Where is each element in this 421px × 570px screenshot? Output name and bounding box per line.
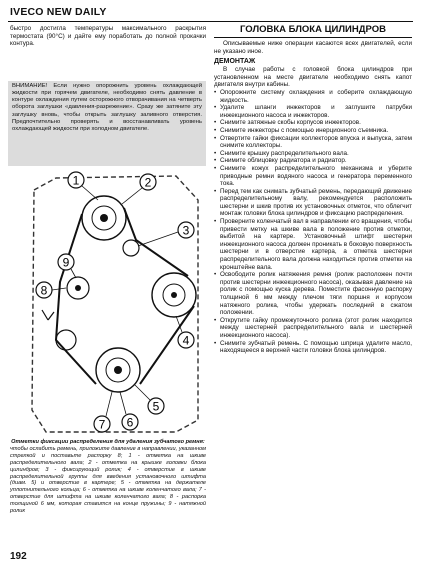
bullet-item: • Открутите гайку промежуточного ролика (этот ролик находится между шестерней распределительного вала и шестерней инжекционного насоса). xyxy=(214,317,412,340)
idler-roller xyxy=(123,240,139,256)
bullet-item: • Снимите крышку распределительного вала. xyxy=(214,150,412,158)
subsection-heading: ДЕМОНТАЖ xyxy=(214,58,256,66)
left-column xyxy=(10,25,206,48)
bullet-item: • Освободите ролик натяжения ремня (ролик расположен почти против шестерни инжекционного насоса), оказывая давление на ролик с помощью куска дерева. Поместите фасонную распорку толщиной 6 мм между плечом тяги поршня и корпусом натяжного ролика, чтобы удержать последний в сжатом положении. xyxy=(214,271,412,317)
bullet-item: • Удалите шланги инжекторов и заглушите патрубки инжекционного насоса и инжекторов. xyxy=(214,104,412,119)
warning-box: ВНИМАНИЕ! Если нужно опорожнить уровень охлаждающей жидкости при горячем двигателе, необходимо снять давление в контуре охлаждения путем осторожного отворачивания на четверть оборота заглушки «давления-разрежение». Сразу же затяните эту заглушку вновь, чтобы открыть заглушку заливного отверстия. Предпочтительно проверять и восстанавливать уровень охлаждающей жидкости при холодном двигателе. xyxy=(8,81,206,166)
timing-belt-diagram xyxy=(26,170,206,438)
label-8 xyxy=(36,282,52,298)
svg-text:7: 7 xyxy=(98,417,106,432)
label-4 xyxy=(178,332,194,348)
bullet-item: • Снимите облицовку радиатора и радиатор. xyxy=(214,157,412,165)
label-9 xyxy=(58,254,74,270)
label-2 xyxy=(140,174,156,190)
bullet-item: • Снимите затяжные скобы корпусов инжекторов. xyxy=(214,119,412,127)
svg-text:4: 4 xyxy=(182,333,190,348)
header-rule xyxy=(8,21,413,22)
svg-text:3: 3 xyxy=(182,223,190,238)
label-3 xyxy=(178,222,194,238)
svg-text:1: 1 xyxy=(72,173,80,188)
bullet-item: • Опорожните систему охлаждения и соберите охлаждающую жидкость. xyxy=(214,89,412,104)
title-rule xyxy=(214,37,412,38)
right-intro-paragraph: Описываемые ниже операции касаются всех двигателей, если не указано иное. xyxy=(214,40,412,55)
caption-title: Отметки фиксации распределения для удаления зубчатого ремня: xyxy=(11,439,205,445)
bullet-item: • Отвертите гайки фиксации коллекторов впуска и выпуска, затем снимите коллекторы. xyxy=(214,135,412,150)
right-column xyxy=(214,40,412,355)
label-7 xyxy=(94,416,110,432)
bullet-item: • Снимите зубчатый ремень. С помощью шприца удалите масло, находящееся в верхней части головки блока цилиндров. xyxy=(214,340,412,355)
water-pump-pulley xyxy=(56,330,76,350)
label-6 xyxy=(122,414,138,430)
page-number: 192 xyxy=(10,551,27,562)
right-paragraph-1: В случае работы с головкой блока цилиндров при установленном на месте двигателе необходимо снять капот двигателя внутри кабины. xyxy=(214,66,412,89)
bullet-item: • Проверните коленчатый вал в направлении его вращения, чтобы привести метку на шкиве вала в положение против отметки, выбитой на картере. Установочный штифт шестерни инжекционного насоса должен проникать в боковую поверхность шестерни и в отверстие картера, а отметка шестерни распределительного вала должна находиться против отметки на кронштейне вала. xyxy=(214,218,412,271)
svg-text:8: 8 xyxy=(40,283,48,298)
label-1 xyxy=(68,172,84,188)
caption-text: чтобы ослабить ремень, приложите давление в направлении, указанном стрелкой и поставьте распорку 8; 1 - отметка на шкиве распределительного вала; 2 - отметка на крышке головки блока цилиндров; 3 - фиксирующий ролик; 4 - отверстие в шкиве распределительной группы для введения установочного штифта (диам. 5) и отверстие в картере; 5 - отметка на держателе уплотнительного кольца; 6 - отметка на шкиве коленчатого вала; 7 - отверстие для штифта на шкиве коленчатого вала; 8 - распорка толщиной 6 мм, которая ставится на конце пружины; 9 - натяжной ролик xyxy=(10,445,206,515)
running-header: IVECO NEW DAILY xyxy=(10,6,107,18)
bullet-item: • Перед тем как снимать зубчатый ремень, передающий движение распределительному валу, рекомендуется расположить шестерни и шкив против их установочных отметок, что облегчит монтаж головки блока цилиндров и фиксацию распределения. xyxy=(214,188,412,218)
svg-text:2: 2 xyxy=(144,175,152,190)
left-intro-paragraph: быстро достигла температуры максимального раскрытия термостата (90°C) и дайте ему поработать до полной прокачки контура. xyxy=(10,25,206,48)
svg-text:9: 9 xyxy=(62,255,70,270)
pressure-arrow xyxy=(42,310,54,320)
section-title: ГОЛОВКА БЛОКА ЦИЛИНДРОВ xyxy=(240,24,386,35)
figure-caption xyxy=(10,439,206,515)
bullet-item: • Снимите инжекторы с помощью инерционного съемника. xyxy=(214,127,412,135)
bullet-item: • Снимите кожух распределительного механизма и уберите приводные ремни водяного насоса и генератора переменного тока. xyxy=(214,165,412,188)
svg-text:5: 5 xyxy=(152,399,160,414)
svg-text:6: 6 xyxy=(126,415,134,430)
label-5 xyxy=(148,398,164,414)
